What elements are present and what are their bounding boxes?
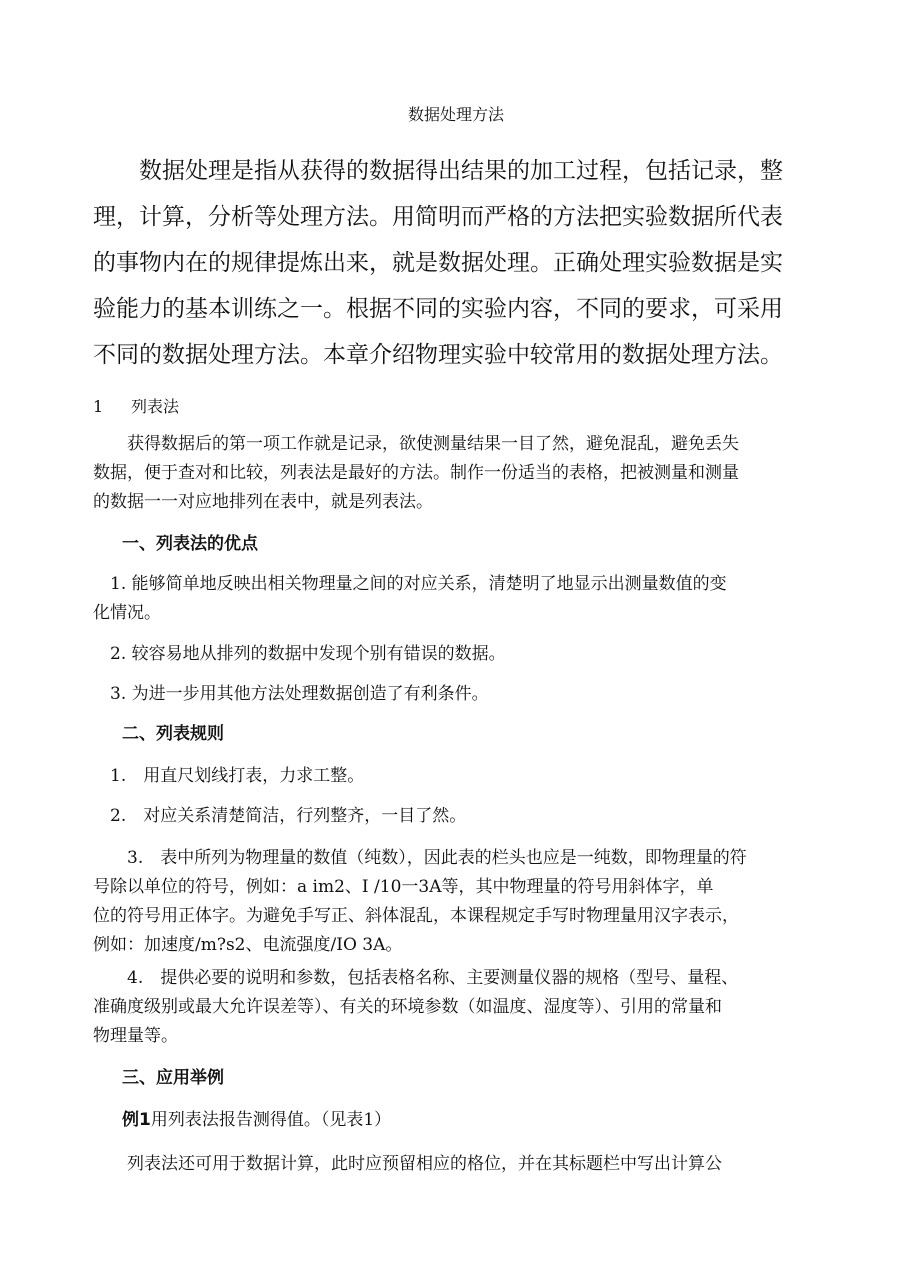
item-line: 准确度级别或最大允许误差等）、有关的环境参数（如温度、湿度等）、引用的常量和 [93,997,722,1017]
example-text: 用列表法报告测得值。（见表1） [150,1110,392,1130]
intro-line: 理，计算，分析等处理方法。用简明而严格的方法把实验数据所代表 [93,204,783,230]
advantage-item-3 [93,680,813,709]
item-line: 2. 较容易地从排列的数据中发现个别有错误的数据。 [93,644,506,664]
document-title: 数据处理方法 [407,105,504,124]
advantage-item-1 [93,570,813,628]
heading-advantages: 一、列表法的优点 [122,534,258,554]
closing-paragraph [93,1150,813,1179]
advantage-item-2 [93,640,813,669]
section1-paragraph [93,430,813,517]
paragraph-line: 获得数据后的第一项工作就是记录，欲使测量结果一目了然，避免混乱，避免丢失 [93,434,739,454]
item-line: 例如：加速度/m?s2、电流强度/IO 3A。 [93,935,403,955]
heading-rules: 二、列表规则 [122,724,224,744]
intro-paragraph [93,148,793,378]
section-label: 列表法 [131,397,180,416]
section-number: 1 [93,397,104,416]
item-line: 物理量等。 [93,1026,178,1046]
rule-item-1 [93,762,813,791]
intro-line: 的事物内在的规律提炼出来，就是数据处理。正确处理实验数据是实 [93,250,783,276]
intro-line: 不同的数据处理方法。本章介绍物理实验中较常用的数据处理方法。 [93,342,783,368]
item-line: 1. 用直尺划线打表，力求工整。 [93,766,365,786]
item-line: 列表法还可用于数据计算，此时应预留相应的格位，并在其标题栏中写出计算公 [93,1154,722,1174]
intro-line: 数据处理是指从获得的数据得出结果的加工过程，包括记录，整 [93,158,783,184]
rule-item-4 [93,964,813,1051]
item-line: 1. 能够简单地反映出相关物理量之间的对应关系，清楚明了地显示出测量数值的变 [93,574,727,594]
item-line: 3. 表中所列为物理量的数值（纯数），因此表的栏头也应是一纯数，即物理量的符 [93,848,747,868]
rule-item-3 [93,844,813,960]
heading-examples: 三、应用举例 [122,1068,224,1088]
section-heading-list-method [93,396,179,418]
item-line: 4. 提供必要的说明和参数，包括表格名称、主要测量仪器的规格（型号、量程、 [93,968,739,988]
item-line: 号除以单位的符号，例如：a im2、I /10一3A等，其中物理量的符号用斜体字，单 [93,877,714,897]
item-line: 位的符号用正体字。为避免手写正、斜体混乱，本课程规定手写时物理量用汉字表示， [93,906,739,926]
item-line: 2. 对应关系清楚简洁，行列整齐，一目了然。 [93,806,467,826]
paragraph-line: 数据，便于查对和比较，列表法是最好的方法。制作一份适当的表格，把被测量和测量 [93,463,739,483]
item-line: 化情况。 [93,603,161,623]
item-line: 3. 为进一步用其他方法处理数据创造了有利条件。 [93,684,489,704]
example-label: 例1 [122,1110,151,1130]
intro-line: 验能力的基本训练之一。根据不同的实验内容，不同的要求，可采用 [93,296,783,322]
example-line [122,1106,842,1135]
paragraph-line: 的数据一一对应地排列在表中，就是列表法。 [93,492,433,512]
rule-item-2 [93,802,813,831]
